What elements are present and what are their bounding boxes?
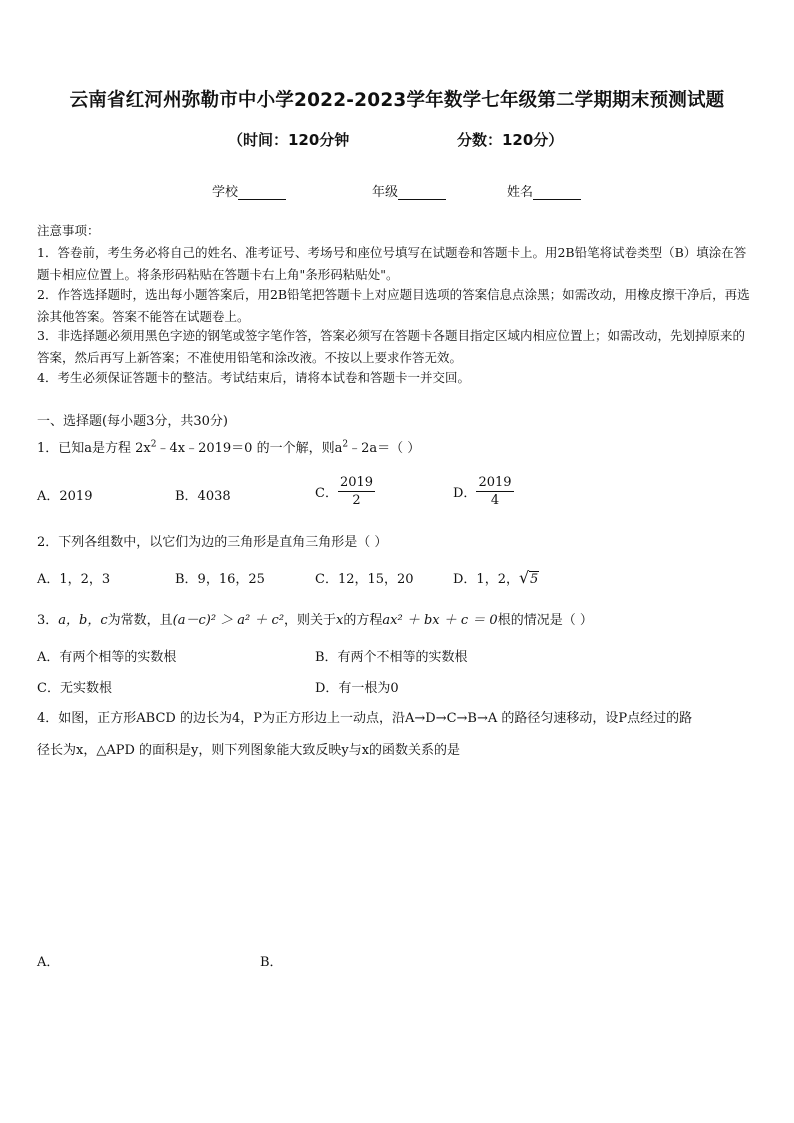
q3-number: 3．: [37, 613, 59, 628]
name-blank: [533, 186, 581, 200]
question-3-stem: [37, 609, 593, 628]
q1-option-c-label: C．: [315, 486, 338, 501]
question-4-line-1: 4．如图，正方形ABCD 的边长为4，P为正方形边上一动点，沿A→D→C→B→A 的路径匀速移动，设P点经过的路: [37, 711, 693, 726]
q3-text-4: 根的情况是（ ）: [497, 613, 593, 628]
school-blank: [238, 186, 286, 200]
q3-option-a: A．有两个相等的实数根: [37, 650, 177, 665]
q3-option-b: B．有两个不相等的实数根: [315, 650, 468, 665]
q1-stem-part-a: 1．已知a是方程 2x: [37, 441, 151, 456]
notice-heading: 注意事项：: [37, 223, 100, 238]
q1-option-a: A．2019: [37, 489, 93, 504]
question-4-line-2: 径长为x，△APD 的面积是y，则下列图象能大致反映y与x的函数关系的是: [37, 743, 461, 758]
q3-variables: a，b，c: [58, 613, 108, 628]
fraction-numerator: 2019: [478, 475, 512, 490]
section-heading: 一、选择题(每小题3分，共30分): [37, 414, 228, 429]
fraction-numerator: 2019: [339, 475, 374, 490]
exam-score: 分数：120分）: [457, 131, 564, 149]
q1-option-b: B．4038: [175, 489, 231, 504]
q1-option-d-label: D．: [453, 486, 477, 501]
q3-option-c: C．无实数根: [37, 681, 112, 696]
question-2-stem: 2．下列各组数中，以它们为边的三角形是直角三角形是（ ）: [37, 535, 388, 550]
q1-option-c: [315, 474, 375, 509]
question-1-stem: [37, 437, 420, 456]
q1-stem-part-c: ﹣2a＝（ ）: [348, 441, 421, 456]
q2-option-d: [453, 568, 539, 587]
grade-field: [372, 181, 446, 200]
q3-x: x: [336, 613, 344, 628]
name-label: 姓名: [507, 185, 534, 200]
q3-text-2: ，则关于: [284, 613, 337, 628]
q1-option-d: [453, 474, 514, 509]
q2-option-b: B．9，16，25: [175, 572, 265, 587]
name-field: [507, 181, 581, 200]
sqrt-symbol: √ 5: [518, 568, 539, 587]
school-label: 学校: [212, 185, 239, 200]
q1-option-c-fraction: [338, 474, 375, 509]
q1-stem-part-b: ﹣4x﹣2019＝0 的一个解，则a: [156, 441, 343, 456]
exam-time: （时间：120分钟: [228, 131, 350, 149]
radicand: 5: [529, 572, 539, 587]
notice-item-3: 3．非选择题必须用黑色字迹的钢笔或签字笔作答，答案必须写在答题卡各题目指定区域内相应位置上；如需改动，先划掉原来的答案，然后再写上新答案；不准使用铅笔和涂改液。不按以上要求作答无效。: [37, 328, 745, 365]
grade-blank: [398, 186, 446, 200]
q4-option-b: B．: [260, 955, 283, 970]
q2-option-d-label: D．1，2，: [453, 572, 519, 587]
q3-equation: ax² ＋ bx ＋ c ＝ 0: [382, 613, 498, 628]
page-title: 云南省红河州弥勒市中小学2022-2023学年数学七年级第二学期期末预测试题: [69, 90, 725, 111]
grade-label: 年级: [372, 185, 399, 200]
q1-option-d-fraction: [476, 474, 513, 509]
fraction-denominator: 4: [490, 493, 500, 508]
q4-option-a: A．: [37, 955, 60, 970]
notice-item-1: 1．答卷前，考生务必将自己的姓名、准考证号、考场号和座位号填写在试题卷和答题卡上。用2B铅笔将试卷类型（B）填涂在答题卡相应位置上。将条形码粘贴在答题卡右上角"条形码粘贴处"。: [37, 245, 747, 282]
q3-option-d: D．有一根为0: [315, 681, 399, 696]
notice-item-4: 4．考生必须保证答题卡的整洁。考试结束后，请将本试卷和答题卡一并交回。: [37, 370, 470, 385]
fraction-denominator: 2: [352, 493, 361, 508]
q2-option-c: C．12，15，20: [315, 572, 414, 587]
q3-text-1: 为常数，且: [107, 613, 173, 628]
q1-exp: 2: [150, 439, 157, 450]
q3-inequality: (a－c)² ＞ a² ＋ c²: [172, 613, 285, 628]
q1-exp2: 2: [342, 439, 349, 450]
school-field: [212, 181, 286, 200]
q3-text-3: 的方程: [343, 613, 383, 628]
q2-option-a: A．1，2，3: [37, 572, 111, 587]
notice-item-2: 2．作答选择题时，选出每小题答案后，用2B铅笔把答题卡上对应题目选项的答案信息点涂黑；如需改动，用橡皮擦干净后，再选涂其他答案。答案不能答在试题卷上。: [37, 287, 750, 324]
